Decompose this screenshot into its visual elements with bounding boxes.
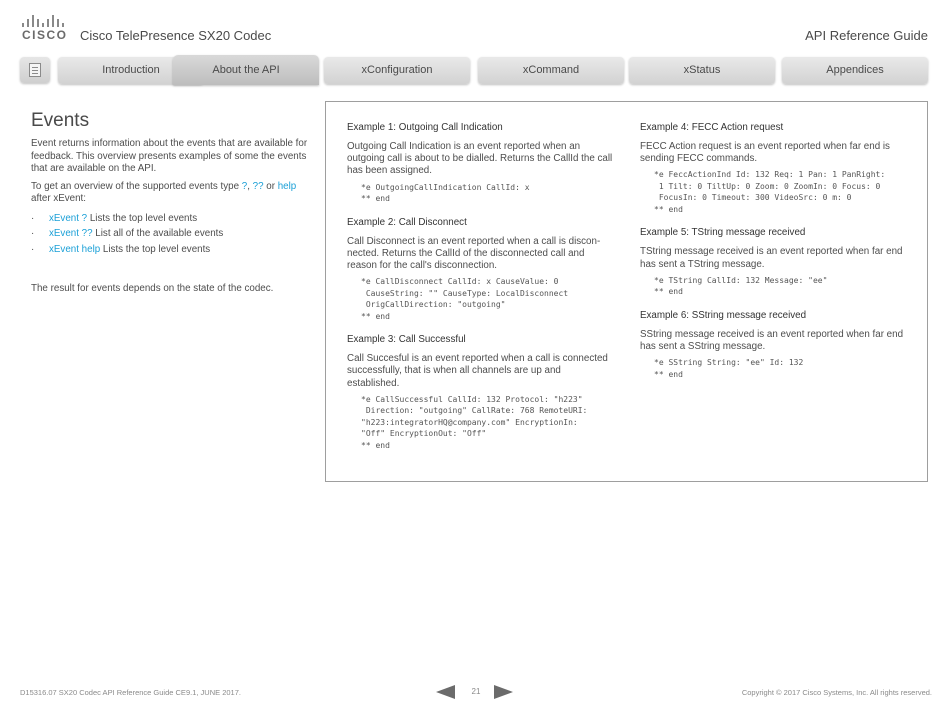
page-title: Events	[31, 110, 90, 131]
example-description: FECC Action request is an event reported when far end is sending FECC commands.	[640, 141, 890, 165]
list-item-text: Lists the top level events	[87, 212, 198, 224]
example-title: Example 6: SString message received	[640, 309, 807, 321]
cisco-logo-text: CISCO	[22, 28, 68, 42]
example-title: Example 5: TString message received	[640, 227, 806, 239]
footer-copyright: Copyright © 2017 Cisco Systems, Inc. All rights reserved.	[741, 688, 932, 697]
example-description: Outgoing Call Indication is an event reported when an outgoing call is about to be dialled. Returns the CallId the call has been assigned.	[347, 141, 613, 177]
guide-title: API Reference Guide	[805, 28, 928, 43]
events-overview-instructions	[31, 181, 311, 206]
example-2	[347, 217, 613, 323]
example-code: *e OutgoingCallIndication CallId: x ** end	[361, 182, 530, 204]
example-description: Call Succesful is an event reported when a call is connected successfully, that is when all channels are up and established.	[347, 353, 608, 389]
footer-document-id: D15316.07 SX20 Codec API Reference Guide CE9.1, JUNE 2017.	[20, 688, 241, 697]
product-title: Cisco TelePresence SX20 Codec	[80, 28, 272, 43]
example-3	[347, 334, 613, 451]
xevent-double-question-link[interactable]: xEvent ??	[49, 228, 93, 239]
overview-question-link[interactable]: ?	[241, 180, 248, 192]
list-item-text: Lists the top level events	[100, 243, 211, 255]
example-title: Example 2: Call Disconnect	[347, 216, 467, 228]
tab-xconfiguration[interactable]: xConfiguration	[324, 57, 470, 84]
list-item	[31, 211, 311, 227]
xevent-command-list	[31, 211, 311, 258]
table-of-contents-icon	[29, 63, 41, 77]
example-1	[347, 122, 613, 205]
example-title: Example 1: Outgoing Call Indication	[347, 122, 503, 133]
example-description: Call Disconnect is an event reported when a call is discon-nected. Returns the CallId of the disconnected call and reason for the call's disconnection.	[347, 235, 601, 272]
next-page-arrow-icon[interactable]	[494, 685, 513, 699]
example-code: *e FeccActionInd Id: 132 Req: 1 Pan: 1 PanRight: 1 Tilt: 0 TiltUp: 0 Zoom: 0 ZoomIn: 0 Focus: 0 FocusIn: 0 Timeout: 300 VideoSrc: 0 m: 0 ** end	[654, 170, 886, 214]
overview-pre-text: To get an overview of the supported events type	[31, 180, 242, 192]
example-code: *e TString CallId: 132 Message: "ee" ** end	[654, 275, 828, 297]
example-4	[640, 122, 910, 215]
example-code: *e SString String: "ee" Id: 132 ** end	[654, 358, 804, 379]
overview-help-link[interactable]: help	[277, 180, 297, 192]
overview-post-text: after xEvent:	[31, 193, 86, 204]
overview-or-text: or	[263, 180, 278, 192]
previous-page-arrow-icon[interactable]	[436, 685, 455, 699]
tab-about-the-api[interactable]: About the API	[173, 55, 319, 85]
page-number: 21	[471, 687, 481, 696]
tab-introduction[interactable]: Introduction	[58, 57, 204, 84]
main-navigation	[20, 55, 930, 85]
events-overview	[31, 110, 311, 301]
page-header	[0, 0, 950, 50]
cisco-logo-bars-icon	[22, 15, 66, 27]
events-result-note: The result for events depends on the state of the codec.	[31, 283, 274, 294]
xevent-help-link[interactable]: xEvent help	[49, 243, 101, 255]
tab-xcommand[interactable]: xCommand	[478, 57, 624, 84]
examples-box	[325, 101, 928, 482]
list-item	[31, 242, 311, 258]
example-code: *e CallDisconnect CallId: x CauseValue: 0 CauseString: "" CauseType: LocalDisconnect OrigCallDirection: "outgoing" ** end	[361, 277, 569, 321]
list-item	[31, 226, 311, 242]
example-code: *e CallSuccessful CallId: 132 Protocol: "h223" Direction: "outgoing" CallRate: 768 RemoteURI: "h223:integratorHQ@company.com" EncryptionIn: "Off" EncryptionOut: "Off" ** end	[361, 394, 588, 450]
examples-column-left	[347, 122, 613, 463]
example-title: Example 3: Call Successful	[347, 334, 466, 346]
example-description: SString message received is an event reported when far end has sent a SString message.	[640, 328, 904, 353]
xevent-question-link[interactable]: xEvent ?	[49, 212, 88, 224]
overview-separator: ,	[247, 180, 253, 192]
cisco-logo	[22, 15, 66, 41]
example-6	[640, 310, 910, 380]
overview-double-question-link[interactable]: ??	[252, 180, 264, 192]
tab-appendices[interactable]: Appendices	[782, 57, 928, 84]
page-navigation	[436, 684, 516, 700]
example-title: Example 4: FECC Action request	[640, 122, 784, 133]
events-intro: Event returns information about the events that are available for feedback. This overview presents examples of some the events that are available on the API.	[31, 138, 308, 174]
tab-xstatus[interactable]: xStatus	[629, 57, 775, 84]
table-of-contents-button[interactable]	[20, 57, 50, 83]
example-5	[640, 227, 910, 297]
list-item-text: List all of the available events	[92, 228, 224, 239]
example-description: TString message received is an event reported when far end has sent a TString message.	[640, 246, 903, 270]
examples-column-right	[640, 122, 910, 392]
